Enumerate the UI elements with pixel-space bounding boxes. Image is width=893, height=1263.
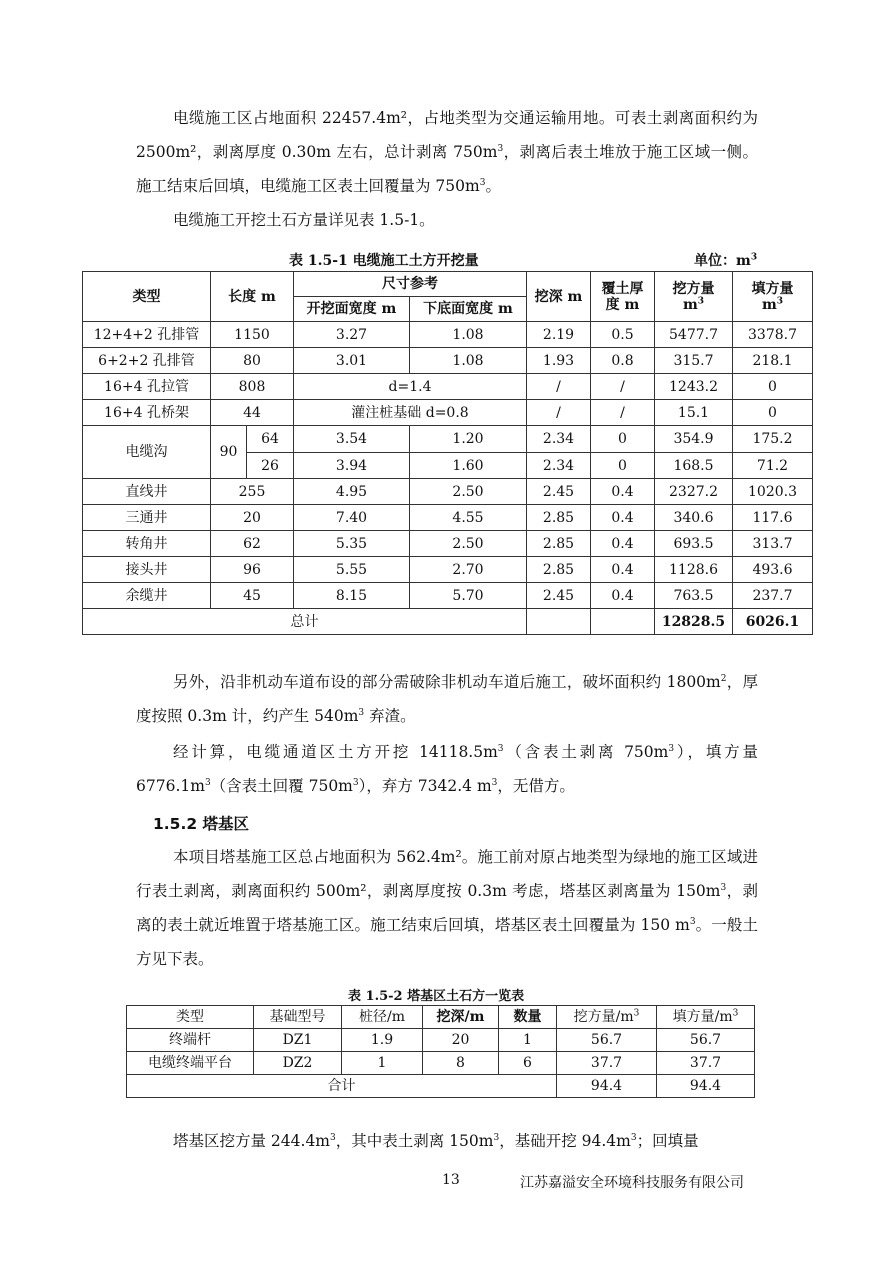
table-row: 16+4 孔拉管 808 d=1.4 / / 1243.2 0 — [83, 374, 813, 400]
table2-total-row: 合计 94.4 94.4 — [127, 1075, 755, 1098]
table-row: 终端杆 DZ1 1.9 20 1 56.7 56.7 — [127, 1029, 755, 1052]
table1-unit: 单位：$m^3$ — [694, 252, 758, 269]
header-fill: 填方量 $m^3$ — [733, 272, 813, 322]
paragraph-calculation: 经计算，电缆通道区土方开挖 $14118.5m^3$（含表土剥离 $750m^3$），填方量 $6776.1m^3$（含表土回覆 $750m^3$），弃方 7342.4 $m^3$，无借方。 — [136, 743, 758, 795]
paragraph-table-reference: 电缆施工开挖土石方量详见表 1.5-1。 — [173, 211, 435, 229]
table-row: 三通井 20 7.40 4.55 2.85 0.4 340.6 117.6 — [83, 505, 813, 531]
page-number: 13 — [442, 1172, 460, 1188]
table2-caption: 表 1.5-2 塔基区土石方一览表 — [348, 989, 525, 1004]
header-size: 尺寸参考 — [294, 272, 527, 297]
header-type: 类型 — [83, 272, 211, 322]
table1-caption: 表 1.5-1 电缆施工土方开挖量 — [289, 253, 479, 269]
footer-company: 江苏嘉溢安全环境科技服务有限公司 — [520, 1175, 744, 1191]
table1-header-row — [83, 272, 813, 297]
table-row: 12+4+2 孔排管 1150 3.27 1.08 2.19 0.5 5477.7 3378.7 — [83, 322, 813, 348]
table-row: 16+4 孔桥架 44 灌注桩基础 d=0.8 / / 15.1 0 — [83, 400, 813, 426]
paragraph-non-motor-lane: 另外，沿非机动车道布设的部分需破除非机动车道后施工，破坏面积约 $1800m^2$，厚度按照 0.3m 计，约产生 $540m^3$ 弃渣。 — [136, 673, 758, 725]
header-depth: 挖深 m — [527, 272, 591, 322]
table-row: 26 3.94 1.60 2.34 0 168.5 71.2 — [83, 453, 813, 479]
table-row: 电缆沟 90 64 3.54 1.20 2.34 0 354.9 175.2 — [83, 426, 813, 453]
table-row: 转角井 62 5.35 2.50 2.85 0.4 693.5 313.7 — [83, 531, 813, 557]
table-cable-earthwork — [82, 271, 813, 635]
table-row: 6+2+2 孔排管 80 3.01 1.08 1.93 0.8 315.7 218.1 — [83, 348, 813, 374]
table2-header-row: 类型 基础型号 桩径/m 挖深/m 数量 挖方量$/m^3$ 填方量$/m^3$ — [127, 1006, 755, 1029]
header-length: 长度 m — [211, 272, 294, 322]
table1-total-row: 总计 12828.5 6026.1 — [83, 609, 813, 635]
section-heading: 1.5.2 塔基区 — [153, 815, 250, 833]
header-bottom-width: 下底面宽度 m — [410, 297, 527, 322]
header-cut: 挖方量 $m^3$ — [655, 272, 733, 322]
header-cover: 覆土厚度 m — [591, 272, 655, 322]
table-tower-earthwork — [126, 1005, 755, 1098]
table-row: 余缆井 45 8.15 5.70 2.45 0.4 763.5 237.7 — [83, 583, 813, 609]
paragraph-tower-area: 本项目塔基施工区总占地面积为 562.4m²。施工前对原占地类型为绿地的施工区域进行表土剥离，剥离面积约 500m²，剥离厚度按 0.3m 考虑，塔基区剥离量为 $150m^3$，剥离的表土就近堆置于塔基施工区。施工结束后回填，塔基区表土回覆量为 150 $m^3$。一般土方见下表。 — [136, 848, 758, 968]
header-top-width: 开挖面宽度 m — [294, 297, 410, 322]
paragraph-tower-summary: 塔基区挖方量 $244.4m^3$，其中表土剥离 $150m^3$，基础开挖 $94.4m^3$；回填量 — [173, 1132, 699, 1150]
table-row: 直线井 255 4.95 2.50 2.45 0.4 2327.2 1020.3 — [83, 479, 813, 505]
paragraph-cable-area: 电缆施工区占地面积 22457.4m²，占地类型为交通运输用地。可表土剥离面积约为 2500m²，剥离厚度 0.30m 左右，总计剥离 $750m^3$，剥离后表土堆放于施工区域一侧。施工结束后回填，电缆施工区表土回覆量为 $750m^3$。 — [136, 109, 758, 195]
table-row: 电缆终端平台 DZ2 1 8 6 37.7 37.7 — [127, 1052, 755, 1075]
table-row: 接头井 96 5.55 2.70 2.85 0.4 1128.6 493.6 — [83, 557, 813, 583]
